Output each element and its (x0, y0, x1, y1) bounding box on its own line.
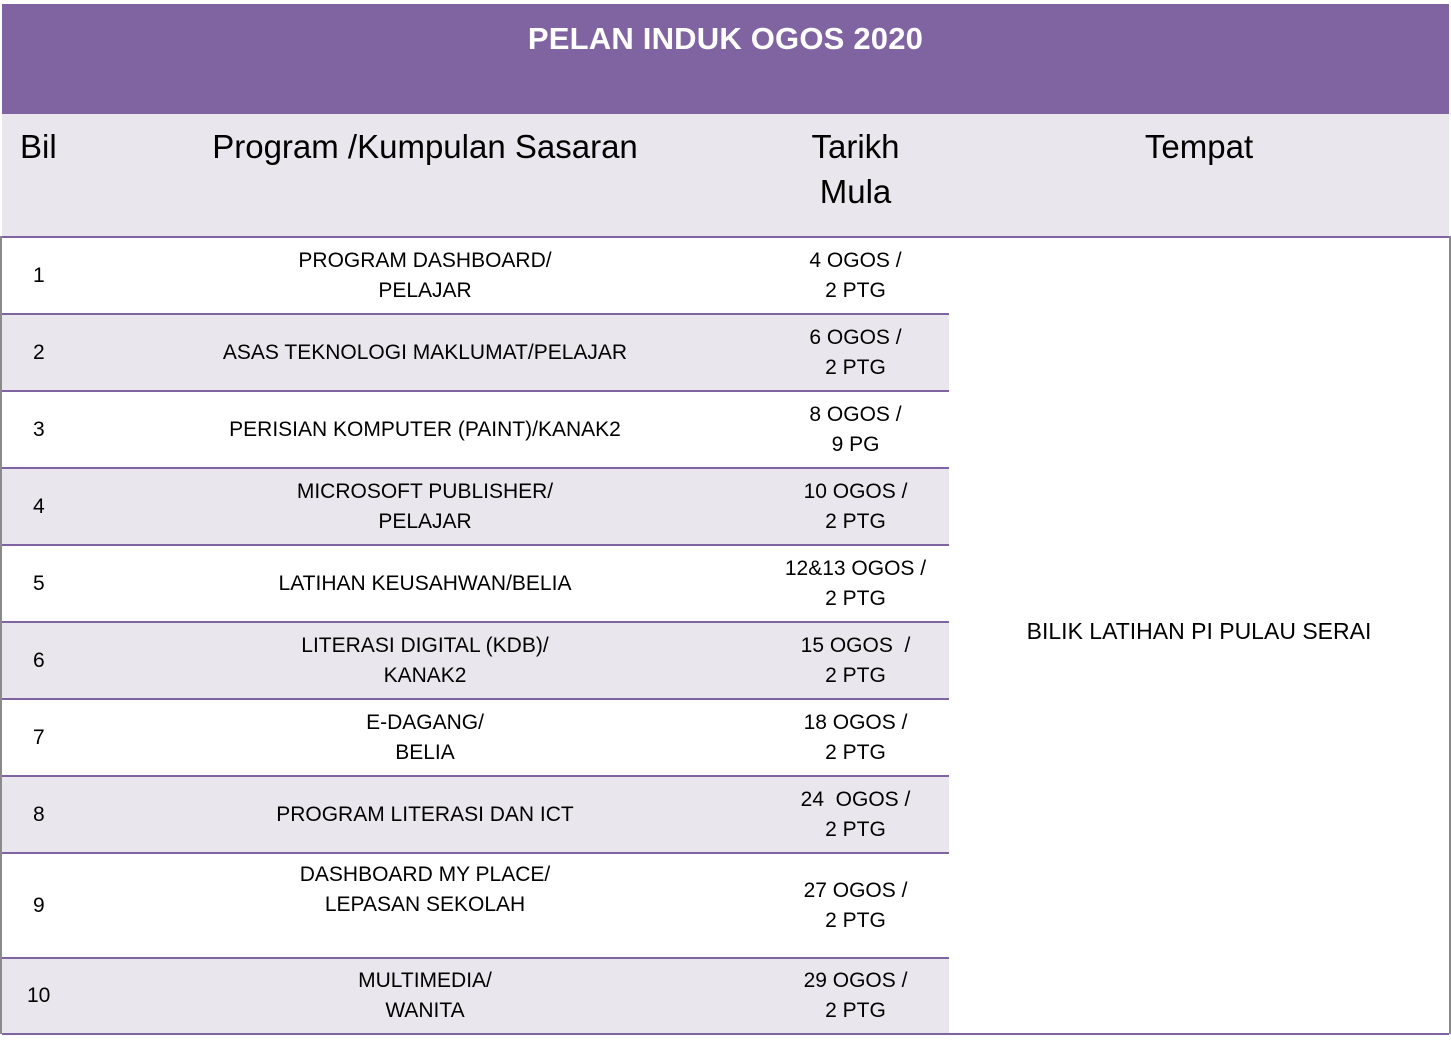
row-bil: 4 (2, 468, 88, 545)
program-line: LEPASAN SEKOLAH (324, 893, 526, 916)
program-line: BELIA (395, 740, 455, 764)
tarikh-line: 2 PTG (825, 278, 886, 302)
title-bar (2, 4, 1449, 114)
row-tarikh (762, 699, 949, 776)
table-row (2, 237, 1449, 314)
tarikh-line: 24 OGOS / (800, 787, 911, 811)
page-title: PELAN INDUK OGOS 2020 (527, 21, 924, 56)
program-line: MICROSOFT PUBLISHER/ (296, 479, 554, 503)
tarikh-line: 2 PTG (825, 740, 886, 764)
tarikh-line: 2 PTG (825, 999, 886, 1022)
row-bil: 1 (2, 237, 88, 314)
header-tarikh (762, 114, 949, 237)
tarikh-line: 18 OGOS / (803, 710, 908, 734)
tarikh-line: 6 OGOS / (809, 325, 902, 349)
program-line: LATIHAN KEUSAHWAN/BELIA (278, 571, 572, 595)
row-program (88, 391, 762, 468)
program-line: KANAK2 (383, 663, 467, 687)
row-program (88, 699, 762, 776)
tarikh-line: 2 PTG (825, 355, 886, 379)
row-bil: 5 (2, 545, 88, 622)
header-bil: Bil (2, 114, 88, 237)
program-line: LITERASI DIGITAL (KDB)/ (301, 633, 549, 657)
tarikh-line: 12&13 OGOS / (784, 556, 927, 580)
program-line: ASAS TEKNOLOGI MAKLUMAT/PELAJAR (222, 340, 628, 364)
schedule-table (2, 114, 1449, 1035)
row-program (88, 545, 762, 622)
row-program (88, 958, 762, 1034)
tarikh-line: 4 OGOS / (809, 248, 902, 272)
row-program (88, 622, 762, 699)
row-tarikh (762, 622, 949, 699)
row-bil: 2 (2, 314, 88, 391)
row-program (88, 237, 762, 314)
row-tarikh (762, 314, 949, 391)
tarikh-line: 2 PTG (825, 586, 886, 610)
row-tarikh (762, 853, 949, 958)
tarikh-line: 2 PTG (825, 509, 886, 533)
table-left-border (0, 236, 2, 1034)
row-tarikh (762, 468, 949, 545)
program-line: MULTIMEDIA/ (358, 969, 492, 992)
row-tarikh (762, 776, 949, 853)
row-program (88, 853, 762, 958)
tarikh-line: 9 PG (831, 432, 880, 456)
row-tarikh (762, 545, 949, 622)
program-line: E-DAGANG/ (366, 710, 484, 734)
row-program (88, 314, 762, 391)
row-bil: 3 (2, 391, 88, 468)
row-tarikh (762, 237, 949, 314)
row-program (88, 776, 762, 853)
header-program: Program /Kumpulan Sasaran (88, 114, 762, 237)
row-bil: 6 (2, 622, 88, 699)
row-tarikh (762, 958, 949, 1034)
program-line: PELAJAR (378, 509, 472, 533)
row-program (88, 468, 762, 545)
table-header-row (2, 114, 1449, 237)
row-bil: 8 (2, 776, 88, 853)
program-line: PROGRAM DASHBOARD/ (298, 248, 552, 272)
tempat-cell: BILIK LATIHAN PI PULAU SERAI (949, 237, 1449, 1034)
tarikh-line: 2 PTG (825, 817, 886, 841)
tarikh-line: 29 OGOS / (803, 969, 908, 992)
header-tempat: Tempat (949, 114, 1449, 237)
program-line: PELAJAR (378, 278, 472, 302)
tarikh-line: 8 OGOS / (809, 402, 902, 426)
row-bil: 9 (2, 853, 88, 958)
row-tarikh (762, 391, 949, 468)
tarikh-line: 27 OGOS / (803, 878, 908, 902)
row-bil: 10 (2, 958, 88, 1034)
tarikh-line: 15 OGOS / (800, 633, 911, 657)
tarikh-line: 2 PTG (825, 908, 886, 932)
tarikh-line: 10 OGOS / (803, 479, 908, 503)
program-line: WANITA (385, 999, 465, 1022)
header-tarikh-line1: Tarikh (811, 128, 900, 165)
row-bil: 7 (2, 699, 88, 776)
program-line: DASHBOARD MY PLACE/ (299, 863, 551, 886)
tarikh-line: 2 PTG (825, 663, 886, 687)
program-line: PROGRAM LITERASI DAN ICT (276, 802, 574, 826)
program-line: PERISIAN KOMPUTER (PAINT)/KANAK2 (229, 417, 621, 441)
header-tarikh-line2: Mula (819, 173, 892, 210)
